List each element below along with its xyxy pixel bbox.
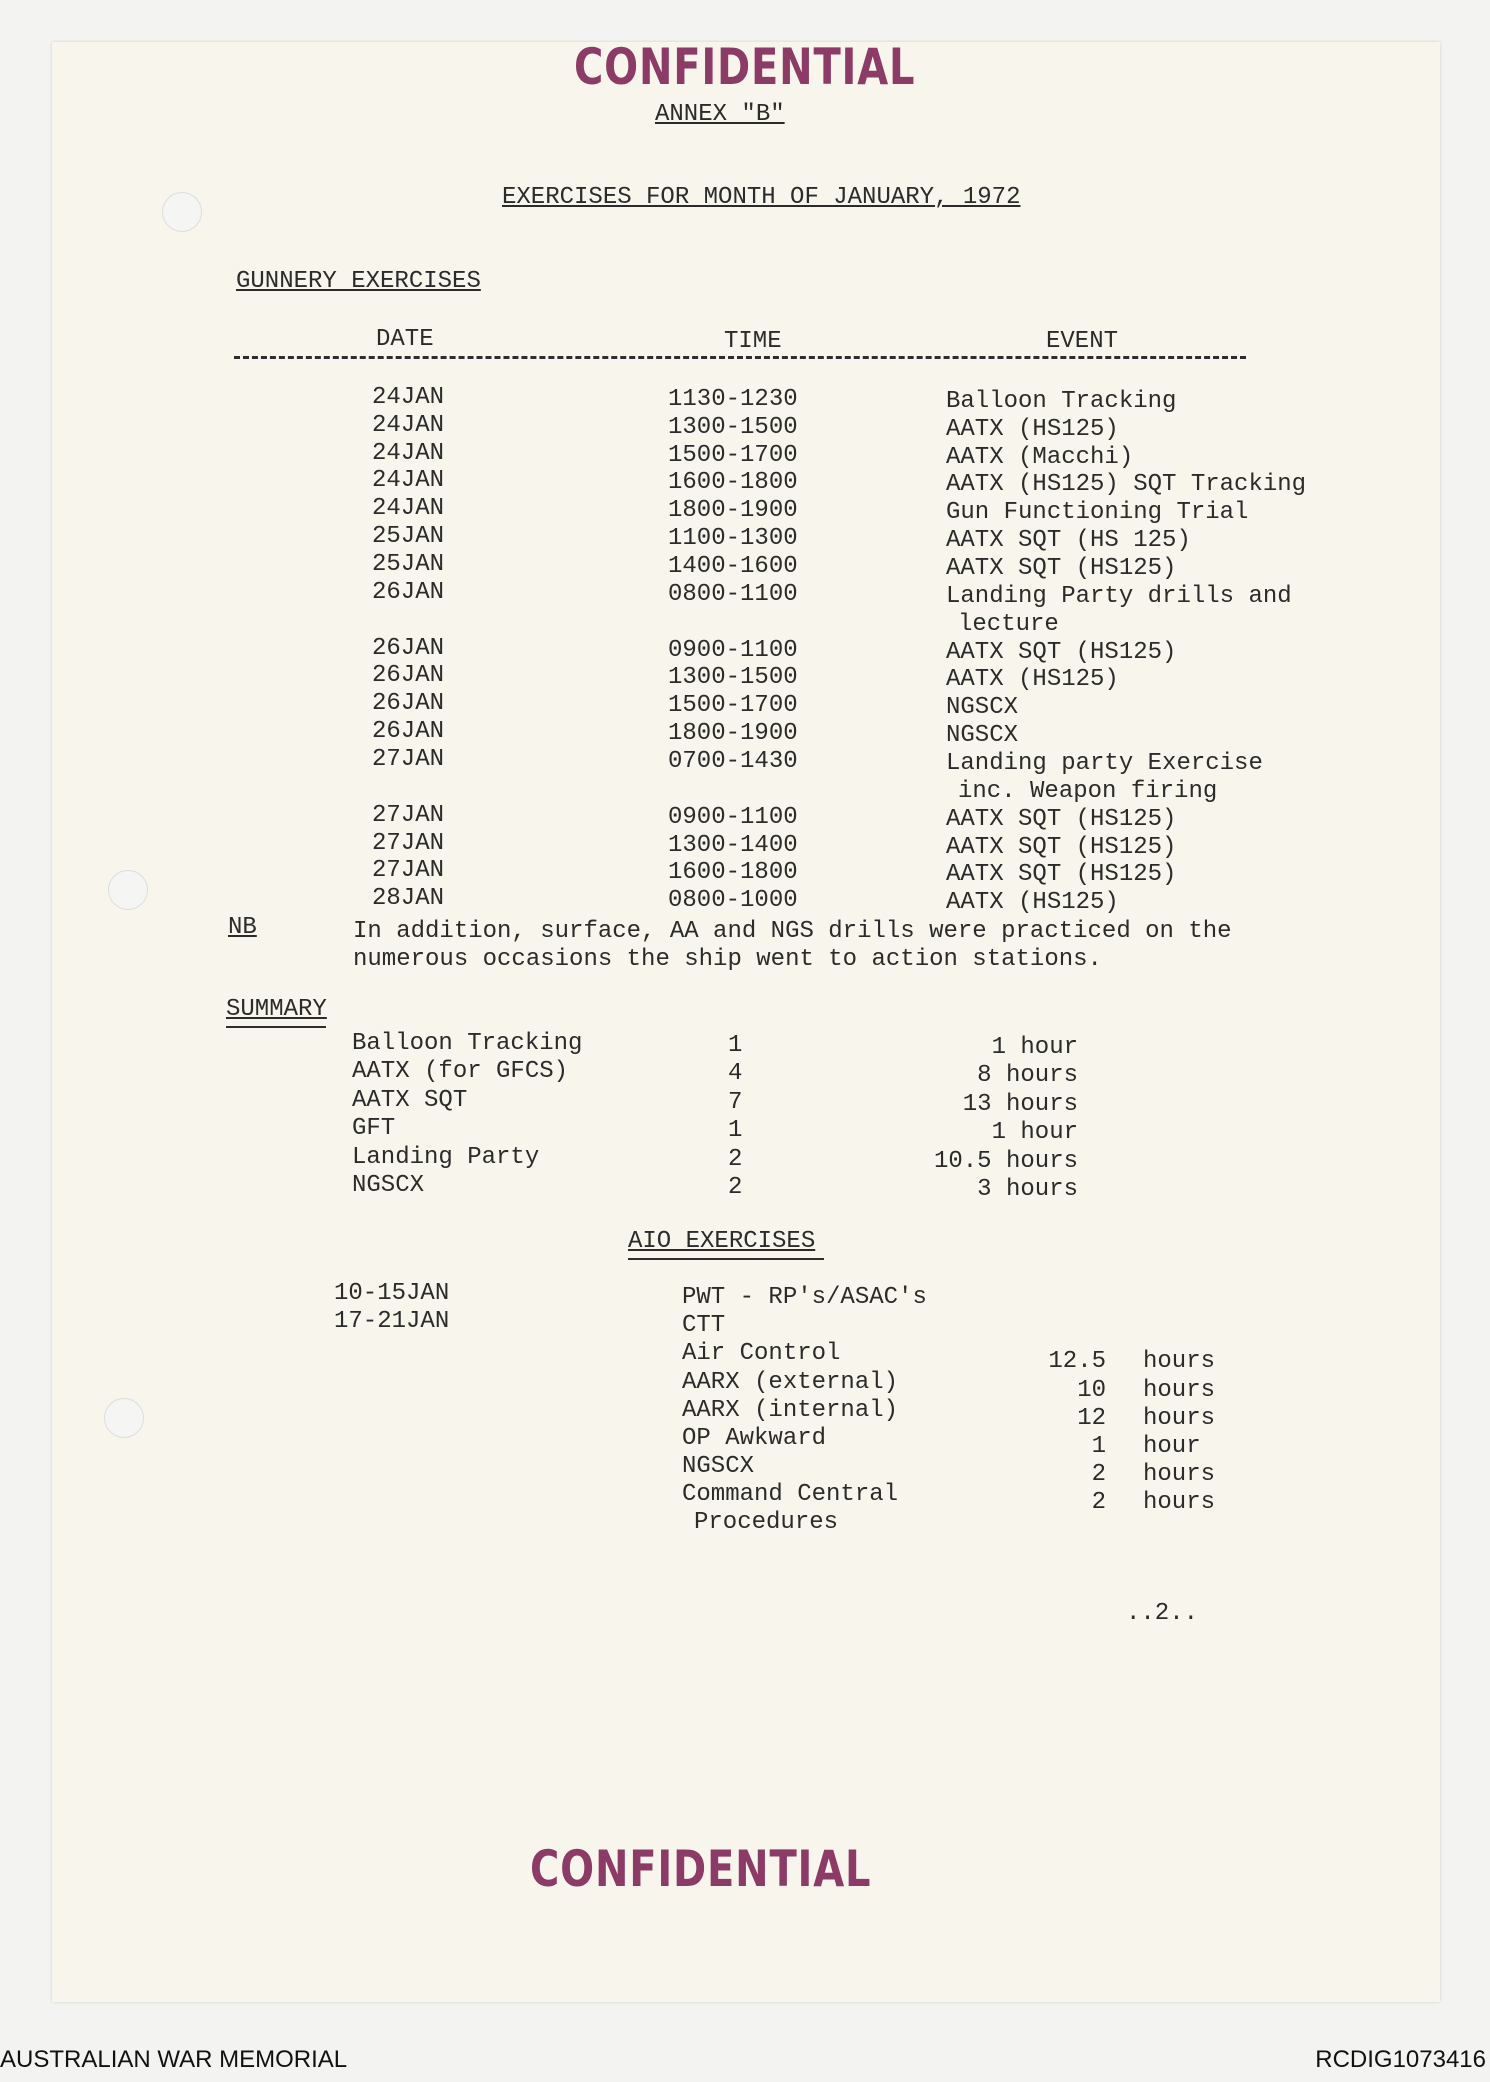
summary-duration: 3 hours	[977, 1176, 1078, 1203]
row-time: 1300-1500	[668, 413, 798, 441]
row-time: 0800-1100	[668, 580, 798, 608]
row-event: AATX SQT (HS125)	[946, 861, 1177, 889]
row-time: 1500-1700	[668, 441, 798, 469]
summary-item: Balloon Tracking	[352, 1030, 583, 1057]
document-title: EXERCISES FOR MONTH OF JANUARY, 1972	[502, 184, 1021, 211]
row-date: 27JAN	[372, 857, 445, 885]
summary-count: 1	[728, 1032, 743, 1059]
row-time: 1300-1400	[668, 831, 798, 859]
row-event: AATX SQT (HS 125)	[946, 527, 1191, 554]
row-event: NGSCX	[946, 694, 1019, 722]
aio-item: AARX (external)	[682, 1368, 899, 1396]
summary-heading-underline	[226, 1026, 326, 1028]
aio-item: PWT - RP's/ASAC's	[682, 1284, 927, 1311]
row-date: 24JAN	[372, 467, 445, 495]
aio-quantity: 10	[1077, 1376, 1106, 1404]
nb-text-line2: numerous occasions the ship went to action stations.	[353, 946, 1102, 973]
row-event: AATX SQT (HS125)	[946, 554, 1177, 582]
aio-quantity: 2	[1091, 1489, 1106, 1517]
punch-hole	[108, 870, 148, 910]
row-date: 24JAN	[372, 439, 445, 467]
aio-item: NGSCX	[682, 1453, 755, 1481]
row-time: 1800-1900	[668, 497, 798, 525]
row-event: Balloon Tracking	[946, 388, 1177, 415]
row-event-continued: inc. Weapon firing	[958, 777, 1218, 805]
summary-count: 4	[728, 1060, 743, 1088]
aio-item: Command Central	[682, 1481, 899, 1509]
row-time: 1600-1800	[668, 859, 798, 887]
punch-hole	[104, 1398, 144, 1438]
column-header-date: DATE	[376, 326, 434, 353]
aio-heading-underline	[628, 1258, 824, 1260]
row-time: 0700-1430	[668, 747, 798, 775]
row-event: AATX (HS125) SQT Tracking	[946, 471, 1307, 499]
summary-heading: SUMMARY	[226, 996, 327, 1023]
nb-label: NB	[228, 914, 257, 941]
row-time: 1500-1700	[668, 692, 798, 720]
row-date: 24JAN	[372, 495, 445, 523]
row-event: AATX SQT (HS125)	[946, 805, 1177, 833]
row-date: 26JAN	[372, 690, 445, 718]
row-time: 1600-1800	[668, 469, 798, 497]
aio-unit: hours	[1143, 1461, 1216, 1489]
summary-count: 2	[728, 1145, 743, 1173]
summary-duration: 1 hour	[991, 1119, 1078, 1147]
summary-item: NGSCX	[352, 1172, 425, 1199]
confidential-stamp-top: CONFIDENTIAL	[574, 38, 916, 96]
aio-quantity: 12.5	[1048, 1348, 1106, 1376]
aio-item: AARX (internal)	[682, 1396, 899, 1424]
row-event: AATX (HS125)	[946, 415, 1119, 443]
punch-hole	[162, 192, 202, 232]
aio-unit: hour	[1143, 1433, 1201, 1460]
aio-quantity: 2	[1091, 1461, 1106, 1489]
row-date: 25JAN	[372, 523, 445, 550]
row-date: 26JAN	[372, 662, 445, 690]
aio-item: OP Awkward	[682, 1425, 827, 1452]
row-time: 1800-1900	[668, 720, 798, 747]
row-time: 1300-1500	[668, 664, 798, 692]
header-rule	[234, 356, 1246, 359]
aio-quantity: 12	[1077, 1404, 1106, 1432]
summary-duration: 1 hour	[991, 1034, 1078, 1061]
row-date: 28JAN	[372, 885, 445, 913]
summary-duration: 10.5 hours	[933, 1147, 1078, 1175]
column-header-event: EVENT	[1046, 328, 1119, 355]
row-time: 0900-1100	[668, 803, 798, 831]
summary-count: 7	[728, 1088, 743, 1116]
summary-item: AATX (for GFCS)	[352, 1058, 569, 1086]
row-event: AATX (HS125)	[946, 889, 1119, 917]
row-time: 0800-1000	[668, 887, 798, 915]
summary-item: GFT	[352, 1115, 396, 1143]
aio-unit: hours	[1143, 1348, 1216, 1376]
summary-item: AATX SQT	[352, 1086, 468, 1114]
page-marker: ..2..	[1126, 1600, 1199, 1627]
row-date: 26JAN	[372, 578, 445, 606]
row-event-continued: lecture	[958, 610, 1059, 638]
row-event: Gun Functioning Trial	[946, 499, 1249, 527]
nb-text-line1: In addition, surface, AA and NGS drills were practiced on the	[353, 918, 1232, 945]
row-event: AATX (HS125)	[946, 666, 1119, 694]
column-header-time: TIME	[724, 328, 782, 355]
row-event: AATX SQT (HS125)	[946, 638, 1177, 666]
footer-record-id: RCDIG1073416	[1315, 2046, 1486, 2073]
summary-duration: 13 hours	[962, 1090, 1078, 1118]
aio-unit: hours	[1143, 1404, 1216, 1432]
row-date: 24JAN	[372, 411, 445, 439]
row-event: Landing Party drills and	[946, 582, 1292, 610]
row-date: 24JAN	[372, 384, 445, 411]
aio-item: Air Control	[682, 1340, 841, 1368]
row-time: 1100-1300	[668, 525, 798, 552]
summary-count: 2	[728, 1174, 743, 1201]
row-event: AATX SQT (HS125)	[946, 833, 1177, 861]
aio-date: 10-15JAN	[334, 1280, 450, 1307]
row-date: 25JAN	[372, 550, 445, 578]
row-date: 27JAN	[372, 801, 445, 829]
aio-unit: hours	[1143, 1376, 1216, 1404]
row-date: 26JAN	[372, 634, 445, 662]
row-event: Landing party Exercise	[946, 749, 1263, 777]
summary-item: Landing Party	[352, 1143, 540, 1171]
summary-duration: 8 hours	[977, 1062, 1078, 1090]
footer-institution: AUSTRALIAN WAR MEMORIAL	[0, 2046, 348, 2073]
row-date: 26JAN	[372, 718, 445, 745]
aio-date: 17-21JAN	[334, 1308, 450, 1335]
gunnery-heading: GUNNERY EXERCISES	[236, 268, 481, 295]
aio-item-continued: Procedures	[694, 1509, 839, 1537]
row-time: 1130-1230	[668, 386, 798, 413]
aio-heading: AIO EXERCISES	[628, 1228, 816, 1255]
summary-count: 1	[728, 1117, 743, 1145]
aio-unit: hours	[1143, 1489, 1216, 1517]
row-date: 27JAN	[372, 745, 445, 773]
aio-item: CTT	[682, 1312, 726, 1340]
row-date: 27JAN	[372, 829, 445, 857]
row-time: 0900-1100	[668, 636, 798, 664]
annex-label: ANNEX "B"	[655, 101, 785, 128]
row-event: NGSCX	[946, 722, 1019, 749]
aio-quantity: 1	[1091, 1433, 1106, 1460]
row-time: 1400-1600	[668, 552, 798, 580]
row-event: AATX (Macchi)	[946, 443, 1134, 471]
confidential-stamp-bottom: CONFIDENTIAL	[530, 1840, 872, 1898]
